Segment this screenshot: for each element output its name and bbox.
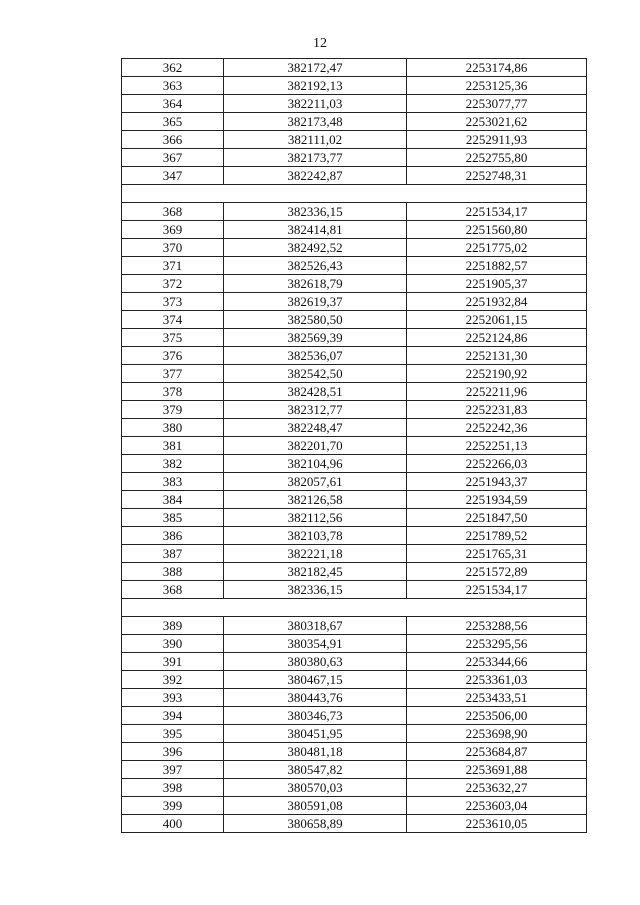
table-row <box>122 419 587 437</box>
x-coordinate-cell: 382172,47 <box>224 59 407 77</box>
table-row <box>122 365 587 383</box>
y-coordinate-cell: 2253077,77 <box>407 95 587 113</box>
x-coordinate-cell: 382336,15 <box>224 203 407 221</box>
point-number-cell: 375 <box>122 329 224 347</box>
table-row <box>122 203 587 221</box>
x-coordinate-cell: 382428,51 <box>224 383 407 401</box>
x-coordinate-cell: 382336,15 <box>224 581 407 599</box>
x-coordinate-cell: 380591,08 <box>224 797 407 815</box>
table-row <box>122 131 587 149</box>
table-row <box>122 689 587 707</box>
y-coordinate-cell: 2251534,17 <box>407 581 587 599</box>
point-number-cell: 368 <box>122 203 224 221</box>
point-number-cell: 362 <box>122 59 224 77</box>
x-coordinate-cell: 382221,18 <box>224 545 407 563</box>
x-coordinate-cell: 382248,47 <box>224 419 407 437</box>
point-number-cell: 373 <box>122 293 224 311</box>
y-coordinate-cell: 2252251,13 <box>407 437 587 455</box>
point-number-cell: 381 <box>122 437 224 455</box>
point-number-cell: 363 <box>122 77 224 95</box>
x-coordinate-cell: 380380,63 <box>224 653 407 671</box>
x-coordinate-cell: 382526,43 <box>224 257 407 275</box>
table-row <box>122 491 587 509</box>
table-row <box>122 113 587 131</box>
x-coordinate-cell: 382242,87 <box>224 167 407 185</box>
y-coordinate-cell: 2253603,04 <box>407 797 587 815</box>
point-number-cell: 372 <box>122 275 224 293</box>
table-row <box>122 581 587 599</box>
y-coordinate-cell: 2252131,30 <box>407 347 587 365</box>
y-coordinate-cell: 2251943,37 <box>407 473 587 491</box>
x-coordinate-cell: 380547,82 <box>224 761 407 779</box>
y-coordinate-cell: 2251847,50 <box>407 509 587 527</box>
point-number-cell: 391 <box>122 653 224 671</box>
coordinates-table <box>121 58 587 833</box>
point-number-cell: 395 <box>122 725 224 743</box>
x-coordinate-cell: 382211,03 <box>224 95 407 113</box>
separator-cell <box>122 599 587 617</box>
point-number-cell: 392 <box>122 671 224 689</box>
table-row <box>122 617 587 635</box>
x-coordinate-cell: 380658,89 <box>224 815 407 833</box>
table-row <box>122 275 587 293</box>
y-coordinate-cell: 2251775,02 <box>407 239 587 257</box>
x-coordinate-cell: 382536,07 <box>224 347 407 365</box>
y-coordinate-cell: 2253691,88 <box>407 761 587 779</box>
page-number: 12 <box>313 36 327 51</box>
y-coordinate-cell: 2252242,36 <box>407 419 587 437</box>
table-row <box>122 797 587 815</box>
x-coordinate-cell: 380354,91 <box>224 635 407 653</box>
table-row <box>122 671 587 689</box>
group-separator-row <box>122 185 587 203</box>
x-coordinate-cell: 380443,76 <box>224 689 407 707</box>
point-number-cell: 384 <box>122 491 224 509</box>
point-number-cell: 396 <box>122 743 224 761</box>
point-number-cell: 347 <box>122 167 224 185</box>
point-number-cell: 388 <box>122 563 224 581</box>
x-coordinate-cell: 382569,39 <box>224 329 407 347</box>
point-number-cell: 365 <box>122 113 224 131</box>
x-coordinate-cell: 382312,77 <box>224 401 407 419</box>
y-coordinate-cell: 2251905,37 <box>407 275 587 293</box>
point-number-cell: 367 <box>122 149 224 167</box>
table-row <box>122 653 587 671</box>
y-coordinate-cell: 2251932,84 <box>407 293 587 311</box>
point-number-cell: 394 <box>122 707 224 725</box>
point-number-cell: 385 <box>122 509 224 527</box>
x-coordinate-cell: 380346,73 <box>224 707 407 725</box>
y-coordinate-cell: 2251534,17 <box>407 203 587 221</box>
y-coordinate-cell: 2252231,83 <box>407 401 587 419</box>
y-coordinate-cell: 2253125,36 <box>407 77 587 95</box>
point-number-cell: 370 <box>122 239 224 257</box>
y-coordinate-cell: 2252124,86 <box>407 329 587 347</box>
x-coordinate-cell: 382103,78 <box>224 527 407 545</box>
table-row <box>122 149 587 167</box>
coordinates-table-body <box>122 59 587 833</box>
table-row <box>122 779 587 797</box>
y-coordinate-cell: 2253344,66 <box>407 653 587 671</box>
x-coordinate-cell: 382542,50 <box>224 365 407 383</box>
point-number-cell: 379 <box>122 401 224 419</box>
point-number-cell: 376 <box>122 347 224 365</box>
x-coordinate-cell: 382492,52 <box>224 239 407 257</box>
y-coordinate-cell: 2252911,93 <box>407 131 587 149</box>
point-number-cell: 377 <box>122 365 224 383</box>
table-row <box>122 527 587 545</box>
y-coordinate-cell: 2252190,92 <box>407 365 587 383</box>
point-number-cell: 390 <box>122 635 224 653</box>
x-coordinate-cell: 382619,37 <box>224 293 407 311</box>
x-coordinate-cell: 382104,96 <box>224 455 407 473</box>
point-number-cell: 398 <box>122 779 224 797</box>
point-number-cell: 386 <box>122 527 224 545</box>
y-coordinate-cell: 2252755,80 <box>407 149 587 167</box>
x-coordinate-cell: 382126,58 <box>224 491 407 509</box>
table-row <box>122 329 587 347</box>
table-row <box>122 725 587 743</box>
y-coordinate-cell: 2253021,62 <box>407 113 587 131</box>
table-row <box>122 77 587 95</box>
separator-cell <box>122 185 587 203</box>
table-row <box>122 401 587 419</box>
table-row <box>122 347 587 365</box>
table-row <box>122 437 587 455</box>
y-coordinate-cell: 2253361,03 <box>407 671 587 689</box>
y-coordinate-cell: 2251882,57 <box>407 257 587 275</box>
table-row <box>122 743 587 761</box>
y-coordinate-cell: 2253698,90 <box>407 725 587 743</box>
point-number-cell: 399 <box>122 797 224 815</box>
table-row <box>122 59 587 77</box>
x-coordinate-cell: 380451,95 <box>224 725 407 743</box>
table-row <box>122 311 587 329</box>
table-row <box>122 167 587 185</box>
y-coordinate-cell: 2252061,15 <box>407 311 587 329</box>
point-number-cell: 393 <box>122 689 224 707</box>
y-coordinate-cell: 2252748,31 <box>407 167 587 185</box>
x-coordinate-cell: 382618,79 <box>224 275 407 293</box>
point-number-cell: 368 <box>122 581 224 599</box>
point-number-cell: 371 <box>122 257 224 275</box>
y-coordinate-cell: 2253295,56 <box>407 635 587 653</box>
point-number-cell: 364 <box>122 95 224 113</box>
y-coordinate-cell: 2251560,80 <box>407 221 587 239</box>
table-row <box>122 815 587 833</box>
point-number-cell: 369 <box>122 221 224 239</box>
group-separator-row <box>122 599 587 617</box>
table-row <box>122 455 587 473</box>
table-row <box>122 761 587 779</box>
x-coordinate-cell: 382192,13 <box>224 77 407 95</box>
y-coordinate-cell: 2253610,05 <box>407 815 587 833</box>
x-coordinate-cell: 382112,56 <box>224 509 407 527</box>
y-coordinate-cell: 2252211,96 <box>407 383 587 401</box>
point-number-cell: 383 <box>122 473 224 491</box>
x-coordinate-cell: 382057,61 <box>224 473 407 491</box>
y-coordinate-cell: 2251789,52 <box>407 527 587 545</box>
table-row <box>122 545 587 563</box>
table-row <box>122 509 587 527</box>
x-coordinate-cell: 380481,18 <box>224 743 407 761</box>
x-coordinate-cell: 382173,77 <box>224 149 407 167</box>
table-row <box>122 257 587 275</box>
table-row <box>122 95 587 113</box>
y-coordinate-cell: 2253288,56 <box>407 617 587 635</box>
x-coordinate-cell: 380570,03 <box>224 779 407 797</box>
x-coordinate-cell: 380318,67 <box>224 617 407 635</box>
x-coordinate-cell: 382414,81 <box>224 221 407 239</box>
table-row <box>122 473 587 491</box>
point-number-cell: 374 <box>122 311 224 329</box>
table-row <box>122 293 587 311</box>
y-coordinate-cell: 2252266,03 <box>407 455 587 473</box>
y-coordinate-cell: 2253632,27 <box>407 779 587 797</box>
y-coordinate-cell: 2253506,00 <box>407 707 587 725</box>
x-coordinate-cell: 382173,48 <box>224 113 407 131</box>
y-coordinate-cell: 2251572,89 <box>407 563 587 581</box>
table-row <box>122 383 587 401</box>
x-coordinate-cell: 382111,02 <box>224 131 407 149</box>
point-number-cell: 382 <box>122 455 224 473</box>
x-coordinate-cell: 382182,45 <box>224 563 407 581</box>
y-coordinate-cell: 2251934,59 <box>407 491 587 509</box>
table-row <box>122 635 587 653</box>
point-number-cell: 400 <box>122 815 224 833</box>
y-coordinate-cell: 2253433,51 <box>407 689 587 707</box>
x-coordinate-cell: 380467,15 <box>224 671 407 689</box>
table-row <box>122 239 587 257</box>
table-row <box>122 563 587 581</box>
point-number-cell: 366 <box>122 131 224 149</box>
point-number-cell: 389 <box>122 617 224 635</box>
y-coordinate-cell: 2251765,31 <box>407 545 587 563</box>
point-number-cell: 387 <box>122 545 224 563</box>
table-row <box>122 707 587 725</box>
point-number-cell: 397 <box>122 761 224 779</box>
point-number-cell: 380 <box>122 419 224 437</box>
y-coordinate-cell: 2253174,86 <box>407 59 587 77</box>
x-coordinate-cell: 382580,50 <box>224 311 407 329</box>
table-row <box>122 221 587 239</box>
y-coordinate-cell: 2253684,87 <box>407 743 587 761</box>
point-number-cell: 378 <box>122 383 224 401</box>
x-coordinate-cell: 382201,70 <box>224 437 407 455</box>
